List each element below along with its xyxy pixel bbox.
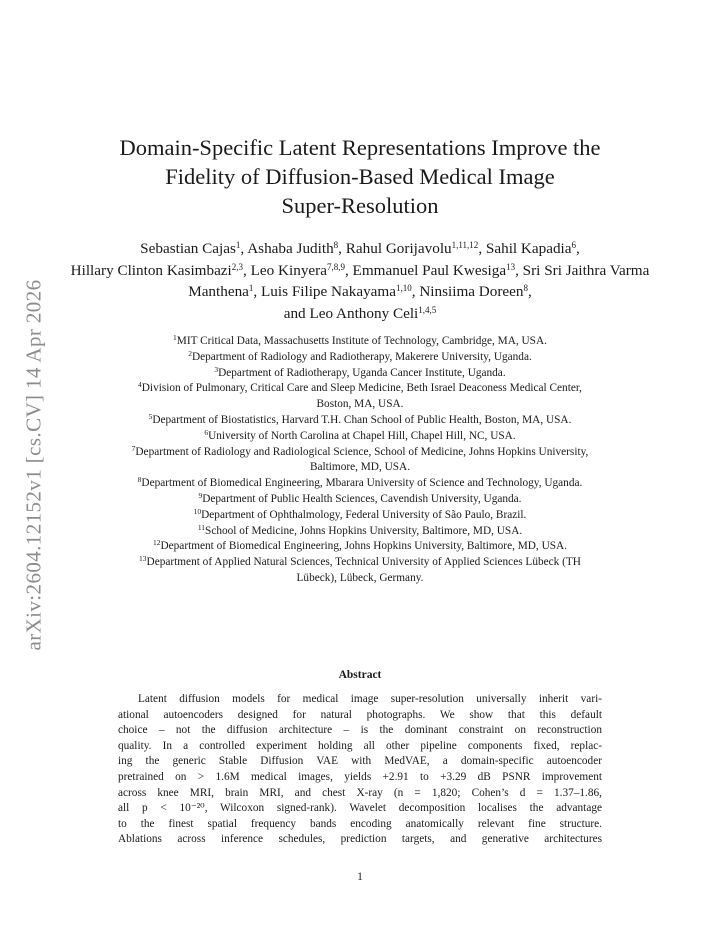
affiliation-continuation: Lübeck), Lübeck, Germany. [296, 571, 424, 584]
affiliation-number: 5 [148, 411, 153, 421]
page-number: 1 [357, 871, 363, 883]
author-affiliation-marker: 7,8,9 [326, 261, 345, 272]
abstract-line: pretrained on > 1.6M medical images, yields +2.91 to +3.29 dB PSNR improvement [118, 770, 602, 783]
affiliation-text: Department of Applied Natural Sciences, Technical University of Applied Sciences Lübeck (TH [146, 556, 581, 569]
author-name: Hillary Clinton Kasimbazi [70, 261, 232, 279]
author-name: Sebastian Cajas [140, 240, 236, 257]
title-line: Domain-Specific Latent Representations Improve the [119, 135, 601, 160]
affiliation-text: Department of Public Health Sciences, Cavendish University, Uganda. [202, 492, 522, 505]
author-affiliation-marker: 13 [506, 261, 516, 272]
affiliation-line [60, 381, 660, 397]
affiliation-text: Division of Pulmonary, Critical Care and Sleep Medicine, Beth Israel Deaconess Medical Center, [141, 382, 582, 395]
affiliation-continuation: Boston, MA, USA. [316, 398, 404, 411]
affiliation-text: Department of Ophthalmology, Federal University of São Paulo, Brazil. [201, 508, 527, 521]
affiliation-text: Department of Biomedical Engineering, Mbarara University of Science and Technology, Uganda. [141, 477, 583, 490]
author-name: Emmanuel Paul Kwesiga [352, 261, 507, 279]
affiliation-line [60, 429, 660, 445]
author-affiliation-marker: 1,11,12 [451, 240, 479, 250]
affiliation-line [60, 366, 660, 382]
author-affiliation-marker: 8 [523, 283, 529, 293]
affiliation-list [60, 334, 660, 587]
affiliation-number: 10 [193, 506, 202, 516]
affiliation-text: Department of Biomedical Engineering, Johns Hopkins University, Baltimore, MD, USA. [160, 540, 568, 553]
author-name: Rahul Gorijavolu [345, 240, 452, 257]
affiliation-text: School of Medicine, Johns Hopkins University, Baltimore, MD, USA. [205, 524, 523, 537]
abstract-line: all p < 10⁻²⁰, Wilcoxon signed-rank). Wavelet decomposition localises the advantage [118, 802, 602, 815]
author-line [60, 303, 660, 325]
author-affiliation-marker: 1 [235, 240, 241, 250]
author-name: Ninsiima Doreen [419, 283, 524, 300]
author-affiliation-marker: 8 [333, 240, 339, 250]
author-name: Ashaba Judith [247, 240, 334, 257]
abstract-line: ational autoencoders designed for natural photographs. We show that this default [118, 708, 602, 721]
abstract-line: to the finest spatial frequency bands encoding anatomically relevant fine structure. [118, 817, 602, 830]
affiliation-line [60, 350, 660, 366]
affiliation-line [60, 445, 660, 461]
author-list [60, 238, 660, 324]
author-affiliation-marker: 2,3 [231, 261, 244, 272]
affiliation-line [60, 508, 660, 524]
author-name: Sahil Kapadia [485, 240, 572, 257]
affiliation-continuation: Baltimore, MD, USA. [309, 461, 411, 474]
affiliation-line [60, 524, 660, 540]
author-conjunction: and [283, 304, 306, 322]
abstract-line: quality. In a controlled experiment holding all other pipeline components fixed, replac- [118, 739, 602, 752]
arxiv-identifier-stamp: arXiv:2604.12152v1 [cs.CV] 14 Apr 2026 [21, 279, 46, 651]
affiliation-number: 9 [198, 490, 203, 500]
author-affiliation-marker: 6 [571, 240, 577, 250]
abstract-body [118, 692, 602, 848]
affiliation-line [60, 492, 660, 508]
abstract-line: across knee MRI, brain MRI, and chest X-ray (n = 1,820; Cohen’s d = 1.37–1.86, [118, 786, 602, 799]
author-line: Sebastian Cajas$^1$, Ashaba Judith$^8$, Rahul Gorijavolu$^{1,11,12}$, Sahil Kapadia$^6$, [140, 240, 580, 257]
abstract-line: ing the generic Stable Diffusion VAE with MedVAE, a domain-specific autoencoder [118, 755, 602, 768]
author-affiliation-marker: 1 [248, 283, 254, 293]
affiliation-number: 12 [152, 538, 161, 548]
author-affiliation-marker: 1,10 [395, 283, 412, 293]
abstract-line: Ablations across inference schedules, prediction targets, and generative architectures [118, 833, 602, 846]
affiliation-text: Department of Radiology and Radiotherapy, Makerere University, Uganda. [191, 350, 532, 363]
author-line: Hillary Clinton Kasimbazi$^{2,3}$, Leo Kinyera$^{7,8,9}$, Emmanuel Paul Kwesiga$^{13}$, Sri Sri Jaithra Varma Manthena$^1$, Luis Filipe Nakayama$^{1,10}$, Ninsiima Doreen$^8$, [70, 261, 650, 300]
author-affiliation-marker: 1,4,5 [418, 304, 437, 315]
affiliation-text: University of North Carolina at Chapel Hill, Chapel Hill, NC, USA. [208, 429, 516, 442]
affiliation-line [60, 334, 660, 350]
abstract-line: Latent diffusion models for medical image super-resolution universally inherit vari- [138, 693, 602, 705]
author-name: Leo Kinyera [250, 261, 327, 279]
affiliation-number: 4 [138, 380, 142, 390]
affiliation-line [60, 413, 660, 429]
affiliation-text: MIT Critical Data, Massachusetts Institute of Technology, Cambridge, MA, USA. [176, 335, 547, 347]
abstract-line: choice – not the diffusion architecture – is the dominant constraint on reconstruction [118, 724, 602, 737]
author-name: Leo Anthony Celi [309, 304, 419, 322]
title-line: Fidelity of Diffusion-Based Medical Image [165, 164, 555, 189]
affiliation-text: Department of Biostatistics, Harvard T.H. Chan School of Public Health, Boston, MA, USA. [152, 413, 572, 426]
affiliation-number: 13 [139, 554, 147, 564]
affiliation-number: 1 [173, 333, 177, 342]
affiliation-text: Department of Radiotherapy, Uganda Cancer Institute, Uganda. [218, 366, 506, 379]
title-line: Super-Resolution [281, 193, 439, 218]
affiliation-number: 3 [214, 364, 219, 374]
affiliation-number: 8 [137, 475, 142, 485]
abstract-heading: Abstract [338, 669, 382, 681]
affiliation-number: 7 [131, 443, 136, 453]
affiliation-number: 6 [204, 427, 209, 437]
affiliation-line [60, 539, 660, 555]
affiliation-text: Department of Radiology and Radiological Science, School of Medicine, Johns Hopkins University, [135, 445, 589, 458]
affiliation-number: 2 [188, 348, 192, 358]
author-name: Sri Sri Jaithra Varma Manthena [188, 261, 650, 300]
paper-title [60, 133, 660, 220]
author-name: Luis Filipe Nakayama [261, 283, 396, 300]
affiliation-number: 11 [197, 522, 206, 532]
affiliation-line [60, 555, 660, 571]
affiliation-line [60, 476, 660, 492]
